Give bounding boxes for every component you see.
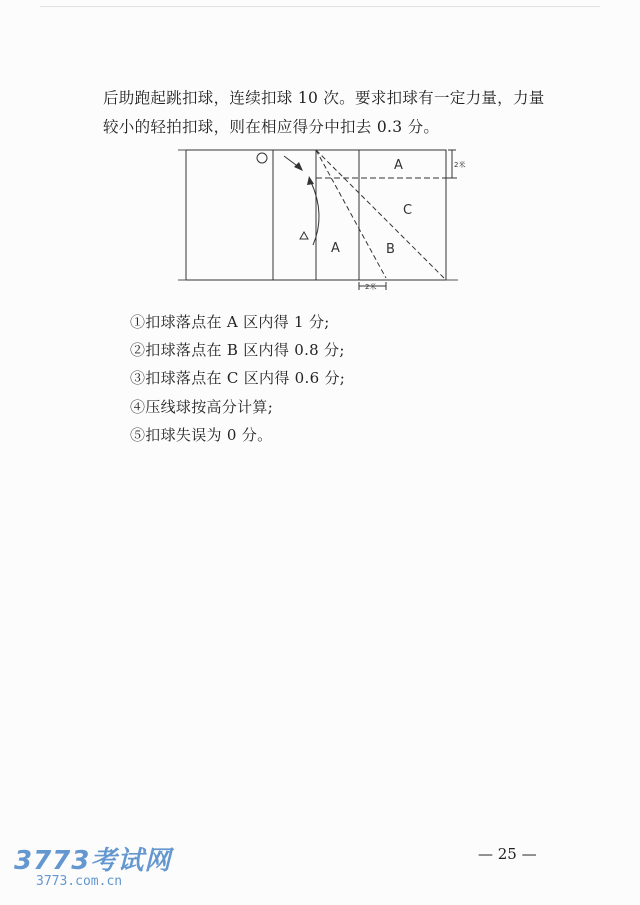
paragraph-line-1: 后助跑起跳扣球，连续扣球 10 次。要求扣球有一定力量，力量 [103, 89, 545, 107]
scoring-rule-2: ②扣球落点在 B 区内得 0.8 分; [130, 341, 345, 359]
watermark-url: 3773.com.cn [36, 874, 123, 889]
arrowhead-icon [294, 162, 303, 171]
dashed-diagonal [316, 150, 444, 278]
scoring-rule-5: ⑤扣球失误为 0 分。 [130, 426, 273, 444]
zone-label-c: C [403, 203, 413, 218]
hitter-triangle-icon [300, 232, 308, 239]
dimension-label-bottom: 2米 [365, 283, 377, 291]
dashed-diagonal [316, 150, 386, 278]
approach-curve [311, 182, 319, 245]
zone-label-a-upper: A [394, 158, 403, 173]
dimension-label-right: 2米 [454, 161, 466, 169]
watermark-logo: 3773考试网 [14, 846, 172, 876]
arrowhead-icon [307, 176, 314, 185]
page-number: — 25 — [478, 845, 537, 863]
paragraph-line-2: 较小的轻拍扣球，则在相应得分中扣去 0.3 分。 [103, 118, 440, 136]
scoring-rule-4: ④压线球按高分计算; [130, 398, 274, 416]
volleyball-court-diagram [176, 140, 466, 292]
scoring-rule-3: ③扣球落点在 C 区内得 0.6 分; [130, 369, 346, 387]
scoring-rule-1: ①扣球落点在 A 区内得 1 分; [130, 313, 330, 331]
zone-label-a-lower: A [331, 241, 340, 256]
top-divider [40, 6, 600, 7]
setter-circle-icon [257, 153, 267, 163]
zone-label-b: B [386, 242, 395, 257]
